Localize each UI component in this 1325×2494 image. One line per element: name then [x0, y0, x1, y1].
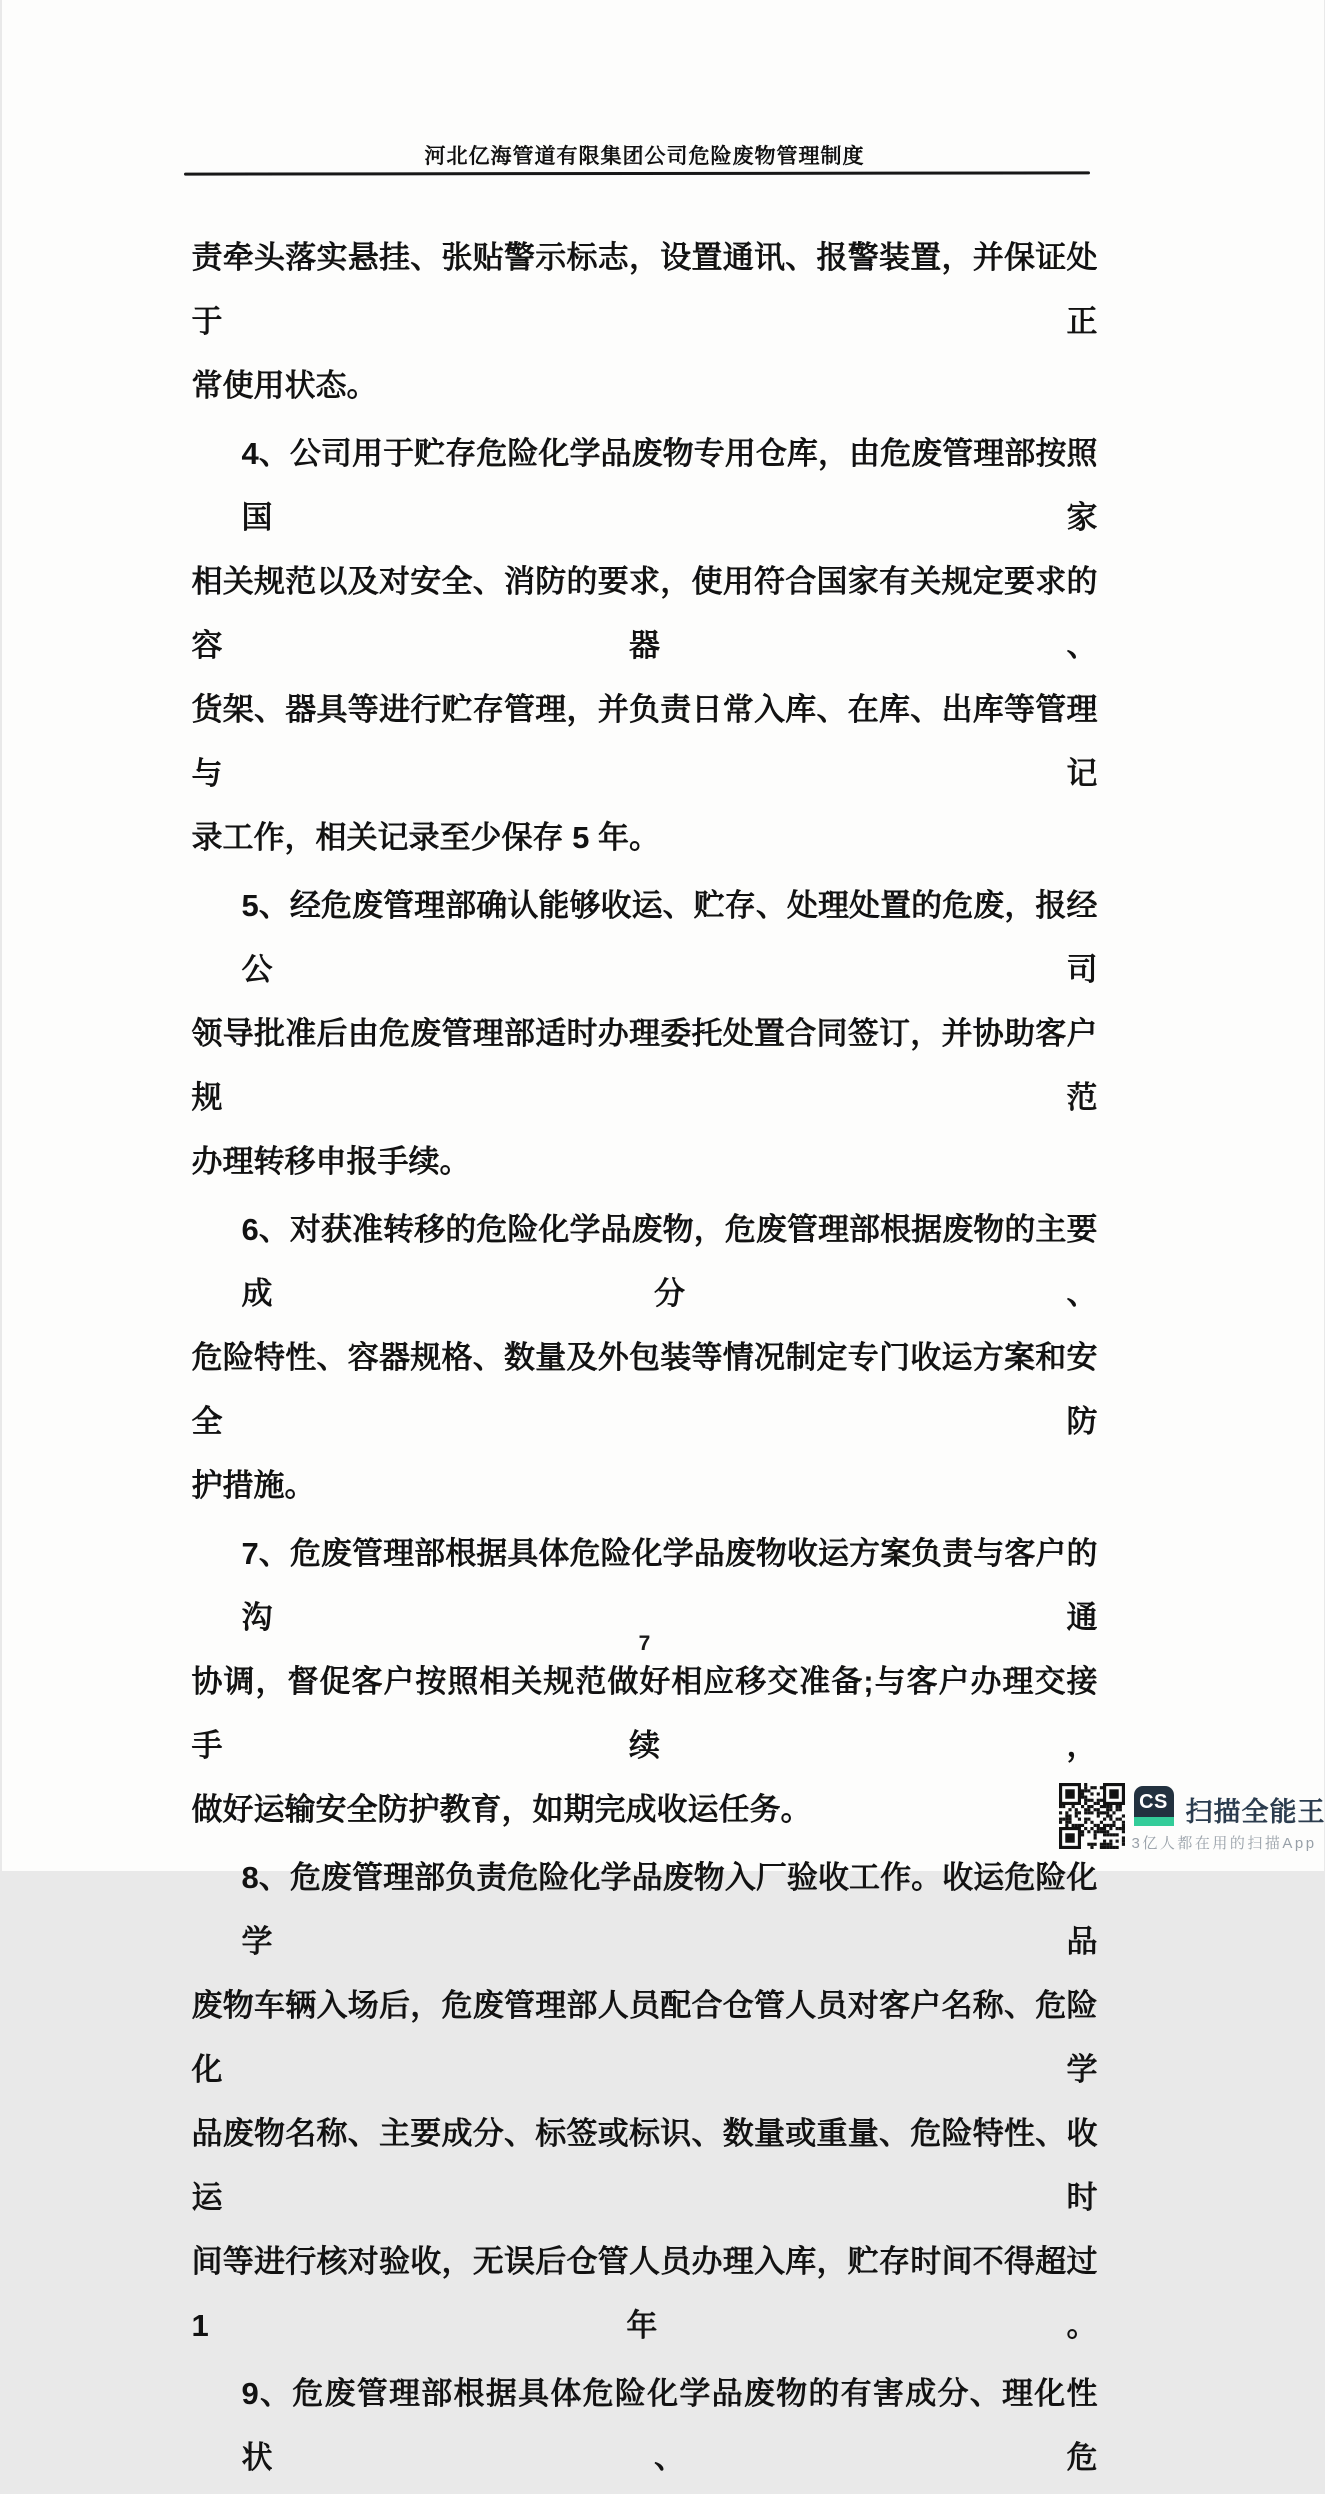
body-line: 废物车辆入场后，危废管理部人员配合仓管人员对客户名称、危险化学	[192, 1974, 1098, 2102]
body-line: 护措施。	[192, 1454, 1098, 1518]
body-line: 责牵头落实悬挂、张贴警示标志，设置通讯、报警装置，并保证处于正	[192, 226, 1098, 354]
body-line: 领导批准后由危废管理部适时办理委托处置合同签订，并协助客户规范	[192, 1002, 1098, 1130]
header-rule	[183, 171, 1089, 175]
paragraph	[192, 226, 1098, 418]
paragraph	[192, 1198, 1098, 1518]
camscanner-tagline: 3亿人都在用的扫描App	[1132, 1832, 1317, 1853]
body-line: 6、对获准转移的危险化学品废物，危废管理部根据废物的主要成分、	[192, 1198, 1098, 1326]
page-number: 7	[192, 1632, 1098, 1656]
qr-code	[1059, 1783, 1125, 1849]
paragraph	[192, 422, 1098, 870]
paragraph	[192, 2362, 1098, 2490]
body-line: 8、危废管理部负责危险化学品废物入厂验收工作。收运危险化学品	[192, 1846, 1098, 1974]
body-line: 7、危废管理部根据具体危险化学品废物收运方案负责与客户的沟通	[192, 1522, 1098, 1650]
body-line: 品废物名称、主要成分、标签或标识、数量或重量、危险特性、收运时	[192, 2102, 1098, 2230]
camscanner-app-name: 扫描全能王	[1186, 1790, 1325, 1829]
body-line: 间等进行核对验收，无误后仓管人员办理入库，贮存时间不得超过 1 年。	[192, 2230, 1098, 2358]
body-line: 4、公司用于贮存危险化学品废物专用仓库，由危废管理部按照国家	[192, 422, 1098, 550]
body-line: 相关规范以及对安全、消防的要求，使用符合国家有关规定要求的容器、	[192, 550, 1098, 678]
camscanner-logo-text: CS	[1134, 1786, 1174, 1817]
paragraph	[192, 874, 1098, 1194]
body-line: 办理转移申报手续。	[192, 1130, 1098, 1194]
scanned-document-page	[2, 0, 1324, 1871]
camscanner-logo	[1134, 1786, 1174, 1826]
document-header-title: 河北亿海管道有限集团公司危险废物管理制度	[192, 140, 1098, 170]
paragraph	[192, 1522, 1098, 1842]
body-line: 协调，督促客户按照相关规范做好相应移交准备;与客户办理交接手续，	[192, 1650, 1098, 1778]
body-line: 录工作，相关记录至少保存 5 年。	[192, 806, 1098, 870]
body-line: 危险特性、容器规格、数量及外包装等情况制定专门收运方案和安全防	[192, 1326, 1098, 1454]
camscanner-logo-green-bar	[1134, 1817, 1174, 1826]
body-line: 9、危废管理部根据具体危险化学品废物的有害成分、理化性状、危	[192, 2362, 1098, 2490]
body-line: 5、经危废管理部确认能够收运、贮存、处理处置的危废，报经公司	[192, 874, 1098, 1002]
document-body	[192, 226, 1098, 2494]
paragraph	[192, 1846, 1098, 2358]
body-line: 常使用状态。	[192, 354, 1098, 418]
body-line: 做好运输安全防护教育，如期完成收运任务。	[192, 1778, 1098, 1842]
body-line: 货架、器具等进行贮存管理，并负责日常入库、在库、出库等管理与记	[192, 678, 1098, 806]
